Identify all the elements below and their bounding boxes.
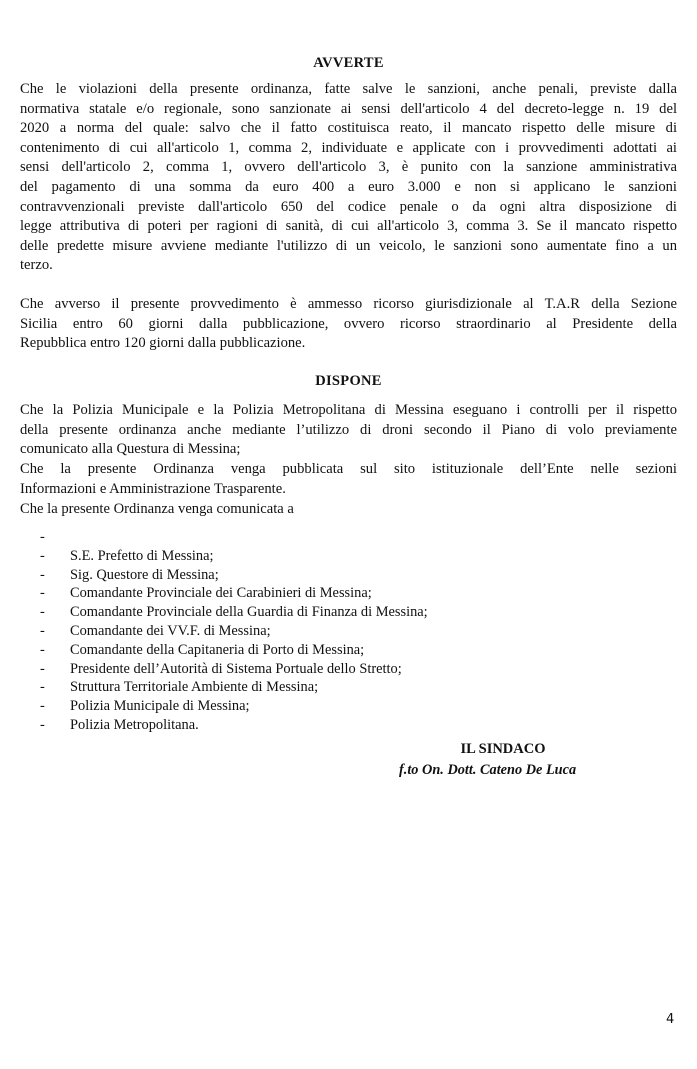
page-number: 4 (666, 1012, 675, 1027)
dash-bullet: - (40, 698, 45, 715)
text-line: contravvenzionali previste dall'articolo 650 del codice penale o da ogni altra disposizione di (20, 198, 677, 215)
list-item (40, 584, 428, 603)
text-line: Che la Polizia Municipale e la Polizia Metropolitana di Messina eseguano i controlli per il rispetto (20, 402, 677, 418)
dash-bullet: - (40, 566, 45, 583)
text-line: della presente ordinanza anche mediante l’utilizzo di droni secondo il Piano di volo previamente (20, 421, 677, 438)
text-line: normativa statale e/o regionale, sono sanzionate ai sensi dell'articolo 4 del decreto-legge n. 19 del (20, 100, 677, 117)
dash-bullet: - (40, 641, 45, 658)
list-item (40, 678, 428, 697)
text-line: 2020 a norma del quale: salvo che il fatto costituisca reato, il mancato rispetto delle misure di (20, 120, 677, 137)
text-line: comunicato alla Questura di Messina; (20, 441, 241, 458)
text-line: Che avverso il presente provvedimento è ammesso ricorso giurisdizionale al T.A.R della Sezione (20, 296, 677, 312)
recipients-list (40, 528, 428, 735)
dash-bullet: - (40, 529, 45, 545)
list-item-text: Comandante Provinciale della Guardia di Finanza di Messina; (70, 604, 428, 621)
text-line: legge attributiva di poteri per ragioni di sanità, di cui all'articolo 3, comma 3. Se il mancato rispetto (20, 218, 677, 235)
text-line: del pagamento di una somma da euro 400 a euro 3.000 e non si applicano le sanzioni (20, 178, 677, 195)
section-heading-avverte: AVVERTE (313, 55, 384, 71)
list-item-text: Comandante Provinciale dei Carabinieri di Messina; (70, 585, 372, 602)
dash-bullet: - (40, 716, 45, 733)
list-item-text: Polizia Metropolitana. (70, 716, 199, 733)
list-item-text: Comandante della Capitaneria di Porto di Messina; (70, 641, 365, 658)
dash-bullet: - (40, 547, 45, 564)
signature-name: f.to On. Dott. Cateno De Luca (399, 762, 577, 778)
list-item (40, 566, 428, 585)
list-item (40, 547, 428, 566)
dash-bullet: - (40, 585, 45, 602)
dash-bullet: - (40, 604, 45, 621)
list-item (40, 697, 428, 716)
text-line: sensi dell'articolo 2, comma 1, ovvero dell'articolo 3, è punito con la sanzione amministrativa (20, 159, 677, 176)
text-line: Che le violazioni della presente ordinanza, fatte salve le sanzioni, anche penali, previste dalla (20, 81, 677, 97)
signature-title: IL SINDACO (460, 741, 546, 757)
list-item (40, 603, 428, 622)
list-item-text: Struttura Territoriale Ambiente di Messina; (70, 679, 319, 696)
dispone-paragraph-controls (20, 401, 677, 460)
list-item-text: Polizia Municipale di Messina; (70, 698, 250, 715)
list-item-text: Comandante dei VV.F. di Messina; (70, 622, 271, 639)
text-line: Che la presente Ordinanza venga pubblicata sul sito istituzionale dell’Ente nelle sezioni (20, 461, 677, 477)
list-item (40, 716, 428, 735)
dash-bullet: - (40, 679, 45, 696)
text-line: contenimento di cui all'articolo 1, comma 2, individuate e applicate con i provvedimenti adottati ai (20, 139, 677, 156)
text-line: terzo. (20, 257, 53, 274)
dispone-paragraph-publication (20, 460, 677, 499)
section-heading-dispone: DISPONE (315, 373, 382, 389)
list-item (40, 660, 428, 679)
list-item (40, 641, 428, 660)
list-item-text: Sig. Questore di Messina; (70, 566, 219, 583)
text-line: Informazioni e Amministrazione Trasparente. (20, 480, 286, 497)
avverte-paragraph-appeal (20, 295, 677, 354)
text-line: Repubblica entro 120 giorni dalla pubblicazione. (20, 335, 306, 352)
dash-bullet: - (40, 660, 45, 677)
list-item (40, 622, 428, 641)
list-item (40, 528, 428, 547)
list-item-text: S.E. Prefetto di Messina; (70, 547, 214, 564)
avverte-paragraph-sanctions (20, 80, 677, 276)
list-item-text: Presidente dell’Autorità di Sistema Portuale dello Stretto; (70, 660, 402, 677)
dispone-paragraph-communication: Che la presente Ordinanza venga comunicata a (20, 501, 294, 517)
text-line: delle predette misure avviene mediante l'utilizzo di un veicolo, le sanzioni sono aumentate fino a un (20, 237, 677, 254)
dash-bullet: - (40, 622, 45, 639)
text-line: Sicilia entro 60 giorni dalla pubblicazione, ovvero ricorso straordinario al Presidente della (20, 315, 677, 332)
